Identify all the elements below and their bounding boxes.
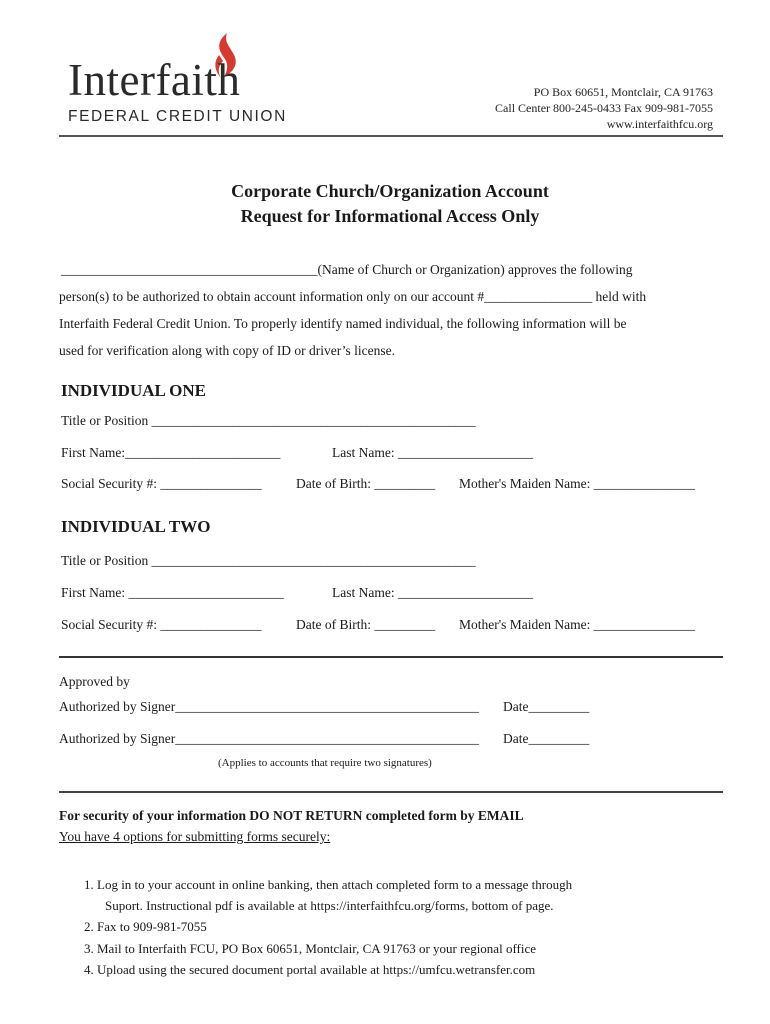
option-1-text-cont: Suport. Instructional pdf is available at https://interfaithfcu.org/forms, bottom of page. — [105, 898, 554, 913]
ind2-maiden-label: Mother's Maiden Name: — [459, 617, 591, 632]
ind1-maiden-field[interactable]: _______________ — [593, 476, 696, 491]
ind1-maiden-label: Mother's Maiden Name: — [459, 476, 591, 491]
ind2-title-field[interactable]: ________________________________________________ — [151, 553, 476, 568]
option-3 — [84, 941, 536, 957]
ind2-first-row — [61, 585, 284, 601]
signer2-date[interactable]: Date_________ — [503, 731, 590, 746]
ind1-title-field[interactable]: ________________________________________________ — [151, 413, 476, 428]
intro-line1 — [61, 262, 633, 278]
intro-line3: Interfaith Federal Credit Union. To properly identify named individual, the following information will be — [59, 316, 627, 331]
ind1-ssn-label: Social Security #: — [61, 476, 157, 491]
ind2-ssn-label: Social Security #: — [61, 617, 157, 632]
ind2-first-label: First Name: — [61, 585, 126, 600]
ind2-ssn-row — [61, 617, 262, 633]
ind2-maiden-row — [459, 617, 695, 633]
ind1-ssn-field[interactable]: _______________ — [160, 476, 262, 491]
signer2-line[interactable]: Authorized by Signer_____________________________________________ — [59, 731, 479, 746]
individual-one-heading: INDIVIDUAL ONE — [61, 381, 206, 400]
header-divider — [59, 135, 723, 137]
option-2 — [84, 919, 207, 935]
ind2-last-field[interactable]: ____________________ — [397, 585, 533, 600]
ind2-last-row — [332, 585, 533, 601]
ind2-maiden-field[interactable]: _______________ — [593, 617, 696, 632]
individual-two-heading: INDIVIDUAL TWO — [61, 517, 211, 536]
ind2-last-label: Last Name: — [332, 585, 395, 600]
contact-address: PO Box 60651, Montclair, CA 91763 — [533, 85, 713, 99]
ind2-ssn-field[interactable]: _______________ — [160, 617, 262, 632]
intro-line4: used for verification along with copy of ID or driver’s license. — [59, 343, 396, 358]
option-3-text: Mail to Interfaith FCU, PO Box 60651, Montclair, CA 91763 or your regional office — [97, 941, 537, 956]
security-divider — [59, 791, 723, 793]
ind1-dob-label: Date of Birth: — [296, 476, 371, 491]
option-1-number: 1. — [84, 877, 94, 892]
ind1-last-row — [332, 445, 533, 461]
two-signatures-note: (Applies to accounts that require two signatures) — [218, 757, 432, 769]
ind2-first-field[interactable]: _______________________ — [128, 585, 284, 600]
section-divider — [59, 656, 723, 658]
form-title-line1: Corporate Church/Organization Account — [231, 181, 549, 201]
ind1-title-label: Title or Position — [61, 413, 149, 428]
option-4-text: Upload using the secured document portal available at https://umfcu.wetransfer.com — [97, 962, 536, 977]
ind2-dob-label: Date of Birth: — [296, 617, 371, 632]
contact-website[interactable]: www.interfaithfcu.org — [606, 117, 713, 131]
option-4 — [84, 962, 535, 978]
signer1-line[interactable]: Authorized by Signer_____________________________________________ — [59, 699, 479, 714]
ind1-last-field[interactable]: ____________________ — [397, 445, 533, 460]
ind2-title-label: Title or Position — [61, 553, 149, 568]
ind1-ssn-row — [61, 476, 262, 492]
option-3-number: 3. — [84, 941, 94, 956]
logo-subtitle: FEDERAL CREDIT UNION — [68, 108, 287, 125]
ind1-first-label: First Name: — [61, 445, 126, 460]
ind1-maiden-row — [459, 476, 695, 492]
ind2-title-row — [61, 553, 476, 569]
option-1 — [84, 877, 572, 893]
signer1-date[interactable]: Date_________ — [503, 699, 590, 714]
intro-line2: person(s) to be authorized to obtain account information only on our account #________________ held with — [59, 289, 647, 304]
ind2-dob-field[interactable]: _________ — [374, 617, 436, 632]
ind1-title-row — [61, 413, 476, 429]
ind1-first-row — [61, 445, 280, 461]
option-4-number: 4. — [84, 962, 94, 977]
contact-phones: Call Center 800-245-0433 Fax 909-981-7055 — [495, 101, 713, 115]
security-warning: For security of your information DO NOT RETURN completed form by EMAIL — [59, 808, 524, 823]
approved-by-label: Approved by — [59, 674, 130, 689]
church-name-blank[interactable]: ______________________________________ — [61, 262, 318, 277]
ind2-dob-row — [296, 617, 435, 633]
option-1-text: Log in to your account in online banking, then attach completed form to a message through — [97, 877, 573, 892]
option-2-text: Fax to 909-981-7055 — [97, 919, 207, 934]
option-2-number: 2. — [84, 919, 94, 934]
form-title-line2: Request for Informational Access Only — [240, 206, 540, 226]
intro-line1-text: (Name of Church or Organization) approves the following — [317, 262, 633, 277]
ind1-dob-row — [296, 476, 435, 492]
options-intro: You have 4 options for submitting forms securely: — [59, 829, 331, 844]
ind1-first-field[interactable]: _______________________ — [125, 445, 281, 460]
ind1-last-label: Last Name: — [332, 445, 395, 460]
logo-wordmark: Interfaith — [68, 55, 241, 105]
ind1-dob-field[interactable]: _________ — [374, 476, 436, 491]
